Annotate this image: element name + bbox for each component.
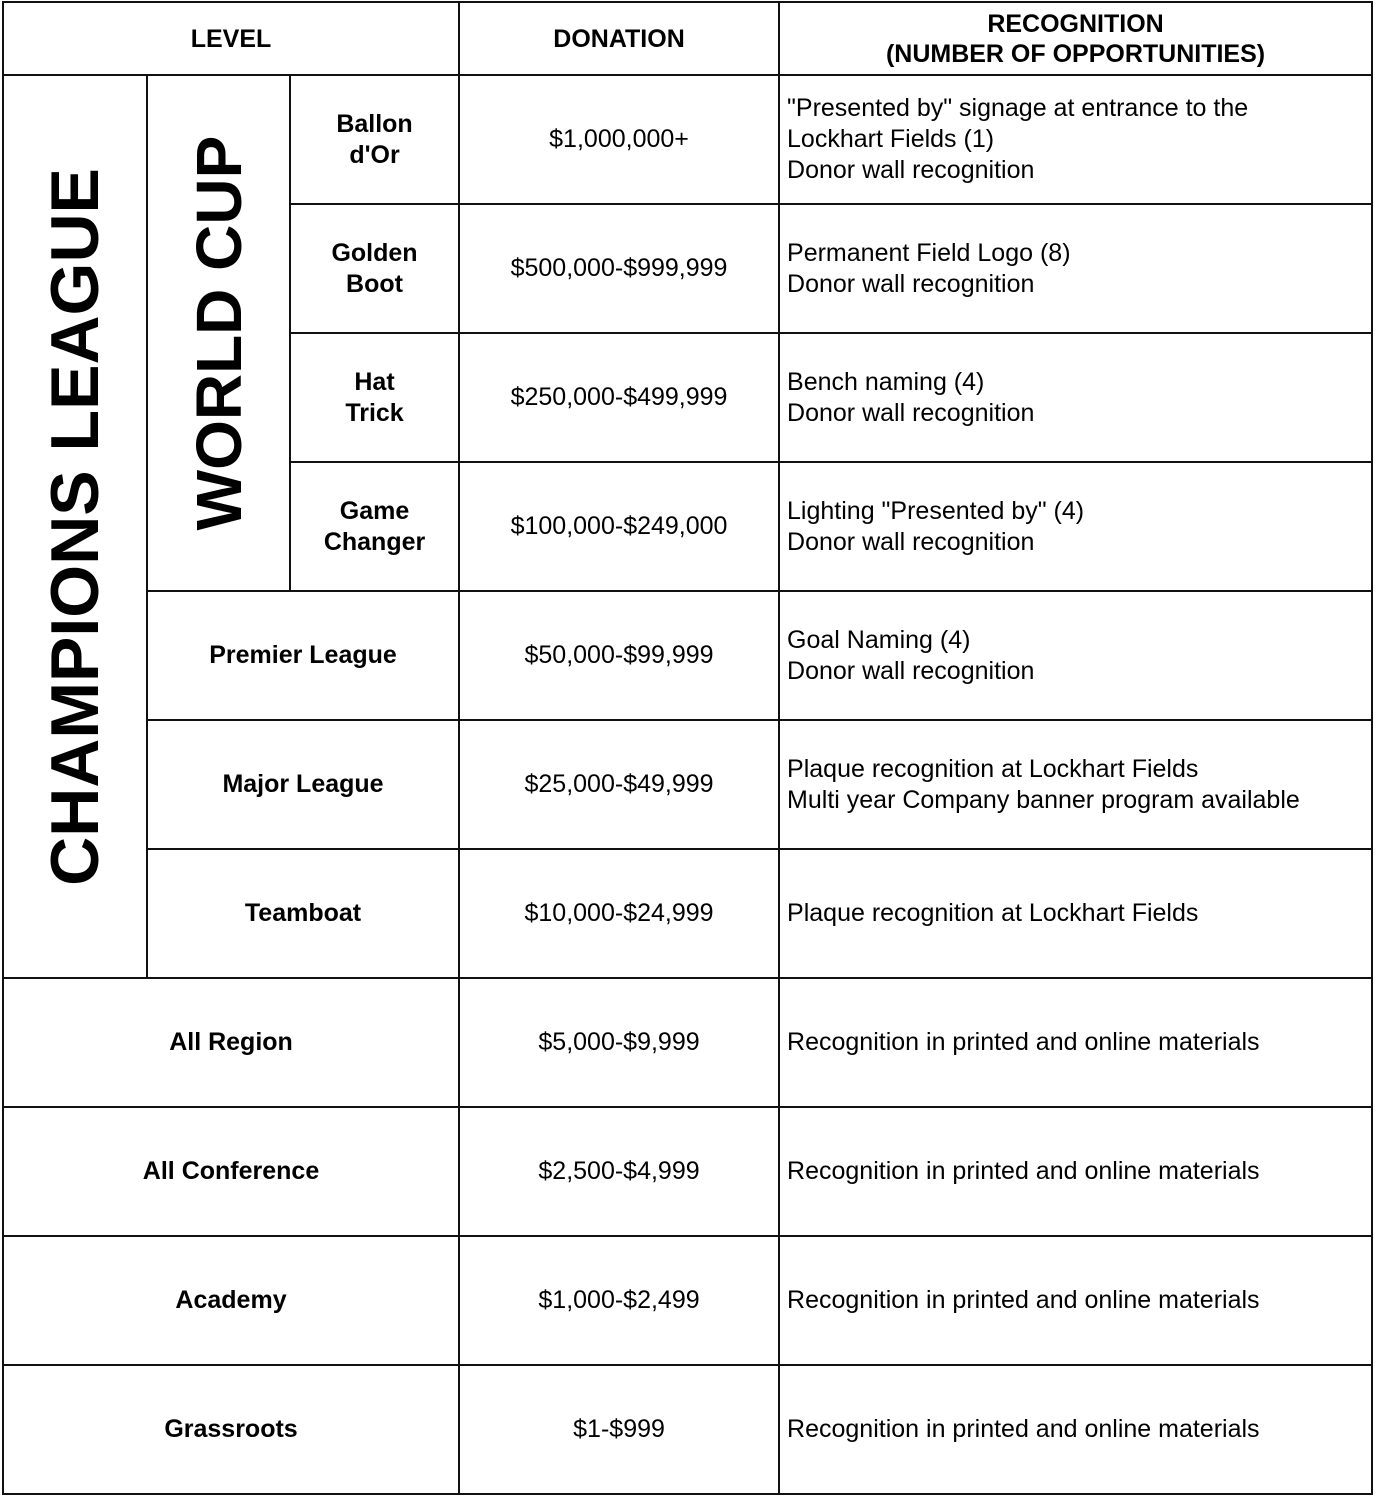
recognition-line: Permanent Field Logo (8) bbox=[787, 238, 1071, 267]
level-cell bbox=[290, 75, 459, 204]
level-cell: Major League bbox=[147, 720, 459, 849]
recognition-cell bbox=[779, 978, 1372, 1107]
recognition-cell bbox=[779, 591, 1372, 720]
table-row bbox=[3, 849, 1372, 978]
donation-cell: $10,000-$24,999 bbox=[459, 849, 779, 978]
level-line: Game bbox=[339, 496, 410, 525]
donation-cell: $2,500-$4,999 bbox=[459, 1107, 779, 1236]
recognition-line: Multi year Company banner program available bbox=[787, 785, 1300, 814]
recognition-line: Recognition in printed and online materials bbox=[787, 1028, 1260, 1056]
recognition-cell bbox=[779, 75, 1372, 204]
level-line: Boot bbox=[346, 269, 403, 298]
level-cell: All Conference bbox=[3, 1107, 459, 1236]
level-cell: Grassroots bbox=[3, 1365, 459, 1494]
header-recognition bbox=[779, 2, 1372, 75]
recognition-line: Donor wall recognition bbox=[787, 527, 1035, 556]
recognition-cell bbox=[779, 1365, 1372, 1494]
level-cell: Teamboat bbox=[147, 849, 459, 978]
table-row bbox=[3, 1236, 1372, 1365]
level-cell bbox=[290, 462, 459, 591]
recognition-line: Recognition in printed and online materials bbox=[787, 1157, 1260, 1185]
recognition-line: Recognition in printed and online materials bbox=[787, 1286, 1260, 1314]
recognition-line: Lighting "Presented by" (4) bbox=[787, 496, 1085, 525]
level-cell: Premier League bbox=[147, 591, 459, 720]
level-cell: Academy bbox=[3, 1236, 459, 1365]
recognition-cell bbox=[779, 849, 1372, 978]
recognition-line: Plaque recognition at Lockhart Fields bbox=[787, 899, 1199, 927]
recognition-line: "Presented by" signage at entrance to the bbox=[787, 94, 1249, 122]
level-line: Changer bbox=[323, 527, 426, 556]
recognition-line: Recognition in printed and online materials bbox=[787, 1415, 1260, 1443]
level-cell: All Region bbox=[3, 978, 459, 1107]
recognition-line: Lockhart Fields (1) bbox=[787, 125, 995, 153]
recognition-cell bbox=[779, 462, 1372, 591]
donation-cell: $500,000-$999,999 bbox=[459, 204, 779, 333]
recognition-line: Plaque recognition at Lockhart Fields bbox=[787, 754, 1199, 783]
recognition-line: Bench naming (4) bbox=[787, 367, 985, 396]
donation-cell: $1,000,000+ bbox=[459, 75, 779, 204]
recognition-cell bbox=[779, 1236, 1372, 1365]
header-level: LEVEL bbox=[3, 2, 459, 75]
table-row bbox=[3, 720, 1372, 849]
recognition-line: Donor wall recognition bbox=[787, 269, 1035, 298]
level-line: Hat bbox=[354, 367, 395, 396]
level-line: Trick bbox=[345, 398, 404, 427]
donation-cell: $5,000-$9,999 bbox=[459, 978, 779, 1107]
header-recognition-line2: (NUMBER OF OPPORTUNITIES) bbox=[885, 39, 1266, 68]
recognition-line: Donor wall recognition bbox=[787, 156, 1035, 184]
donation-cell: $50,000-$99,999 bbox=[459, 591, 779, 720]
table-row bbox=[3, 75, 1372, 204]
table-row bbox=[3, 1107, 1372, 1236]
recognition-line: Goal Naming (4) bbox=[787, 625, 971, 654]
header-recognition-line1: RECOGNITION bbox=[987, 9, 1164, 38]
header-row bbox=[3, 2, 1372, 75]
header-donation: DONATION bbox=[459, 2, 779, 75]
table-row bbox=[3, 591, 1372, 720]
recognition-cell bbox=[779, 1107, 1372, 1236]
level-cell bbox=[290, 204, 459, 333]
donor-levels-table bbox=[2, 1, 1373, 1495]
recognition-cell bbox=[779, 204, 1372, 333]
table-row bbox=[3, 1365, 1372, 1494]
group-champions-league bbox=[3, 75, 147, 978]
recognition-line: Donor wall recognition bbox=[787, 656, 1035, 685]
level-cell bbox=[290, 333, 459, 462]
donation-cell: $1-$999 bbox=[459, 1365, 779, 1494]
recognition-line: Donor wall recognition bbox=[787, 398, 1035, 427]
table-row bbox=[3, 978, 1372, 1107]
level-line: Golden bbox=[331, 238, 418, 267]
recognition-cell bbox=[779, 720, 1372, 849]
donation-cell: $250,000-$499,999 bbox=[459, 333, 779, 462]
donation-cell: $100,000-$249,000 bbox=[459, 462, 779, 591]
group-champions-league-label: CHAMPIONS LEAGUE bbox=[37, 167, 113, 886]
level-line: Ballon bbox=[336, 109, 413, 138]
group-world-cup-label: WORLD CUP bbox=[182, 135, 255, 531]
group-world-cup bbox=[147, 75, 290, 591]
donation-cell: $1,000-$2,499 bbox=[459, 1236, 779, 1365]
level-line: d'Or bbox=[349, 140, 400, 169]
recognition-cell bbox=[779, 333, 1372, 462]
donation-cell: $25,000-$49,999 bbox=[459, 720, 779, 849]
